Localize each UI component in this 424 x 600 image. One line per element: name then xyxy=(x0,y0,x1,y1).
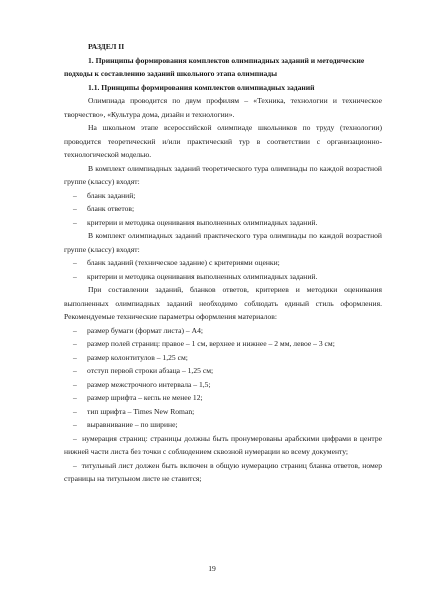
paragraph-style-rules: При составлении заданий, бланков ответов, критериев и методики оценивания выполненных олимпиадных заданий необходимо соблюдать единый стиль оформления. Рекомендуемые технические параметры оформления материалов: xyxy=(64,285,382,321)
list-dash: – xyxy=(73,339,77,348)
page-number: 19 xyxy=(208,564,216,573)
list-item-text: размер полей страниц: правое – 1 см, верхнее и нижнее – 2 мм, левое – 3 см; xyxy=(87,339,335,348)
list-item-text: бланк заданий (техническое задание) с критериями оценки; xyxy=(87,258,280,267)
list-dash: – xyxy=(73,217,77,227)
list-item xyxy=(73,391,382,405)
chapter-heading: 1. Принципы формирования комплектов олимпиадных заданий и методические подходы к составлению заданий школьного этапа олимпиады xyxy=(64,55,365,78)
list-item-text: критерии и методика оценивания выполненных олимпиадных заданий. xyxy=(87,217,318,227)
subsection-heading: 1.1. Принципы формирования комплектов олимпиадных заданий xyxy=(88,82,315,92)
list-item-text: отступ первой строки абзаца – 1,25 см; xyxy=(87,366,214,375)
paragraph-profiles: Олимпиада проводится по двум профилям – «Техника, технологии и техническое творчество», «Культура дома, дизайн и технологии». xyxy=(64,96,382,119)
list-item xyxy=(73,337,382,351)
list-item-text: критерии и методика оценивания выполненных олимпиадных заданий. xyxy=(87,271,318,281)
list-item xyxy=(73,364,382,378)
list-dash: – xyxy=(73,271,77,281)
list-item-text: бланк заданий; xyxy=(87,190,136,200)
list-dash: – xyxy=(73,379,77,389)
list-item-wrapped xyxy=(64,432,382,459)
list-item-text: размер шрифта – кегль не менее 12; xyxy=(87,393,203,402)
list-item xyxy=(73,324,382,338)
list-item xyxy=(73,216,382,230)
list-item-text: размер бумаги (формат листа) – А4; xyxy=(87,325,203,335)
paragraph-school-stage: На школьном этапе всероссийской олимпиаде школьников по труду (технологии) проводится теоретический и/или практический тур в соответствии с организационно-технологической моделью. xyxy=(64,123,382,159)
section-title: РАЗДЕЛ II xyxy=(88,42,125,51)
list-dash: – xyxy=(73,406,77,416)
list-dash: – xyxy=(73,393,77,402)
list-item-wrapped xyxy=(64,459,382,486)
list-item-text xyxy=(64,432,382,459)
list-item xyxy=(73,189,382,203)
list-item xyxy=(73,405,382,419)
list-dash: – xyxy=(73,420,77,429)
list-dash: – xyxy=(73,460,77,470)
list-dash: – xyxy=(73,433,77,443)
paragraph-theory-kit: В комплект олимпиадных заданий теоретического тура олимпиады по каждой возрастной группе (классу) входят: xyxy=(64,163,382,186)
list-item xyxy=(73,256,382,270)
list-dash: – xyxy=(73,325,77,335)
list-item-body: нумерация страниц: страницы должны быть пронумерованы арабскими цифрами в центре нижней части листа без точки с соблюдением сквозной нумерации ко всему документу; xyxy=(64,433,382,456)
list-dash: – xyxy=(73,204,77,213)
list-dash: – xyxy=(73,258,77,267)
list-item-body: титульный лист должен быть включен в общую нумерацию страниц бланка ответов, номер страницы на титульном листе не ставится; xyxy=(64,460,382,483)
paragraph-practice-kit: В комплект олимпиадных заданий практического тура олимпиады по каждой возрастной группе (классу) входят: xyxy=(64,231,382,254)
list-dash: – xyxy=(73,190,77,200)
list-item-text: размер колонтитулов – 1,25 см; xyxy=(87,352,188,362)
list-item xyxy=(73,418,382,432)
list-item xyxy=(73,351,382,365)
list-item-text: тип шрифта – Times New Roman; xyxy=(87,406,195,416)
list-item xyxy=(73,270,382,284)
list-item-text: размер межстрочного интервала – 1,5; xyxy=(87,379,211,389)
list-dash: – xyxy=(73,352,77,362)
list-item-text: выравнивание – по ширине; xyxy=(87,420,178,429)
list-item xyxy=(73,202,382,216)
list-item-text: бланк ответов; xyxy=(87,204,135,213)
list-item xyxy=(73,378,382,392)
list-item-text xyxy=(64,459,382,486)
list-dash: – xyxy=(73,366,77,375)
page-content xyxy=(64,40,382,486)
